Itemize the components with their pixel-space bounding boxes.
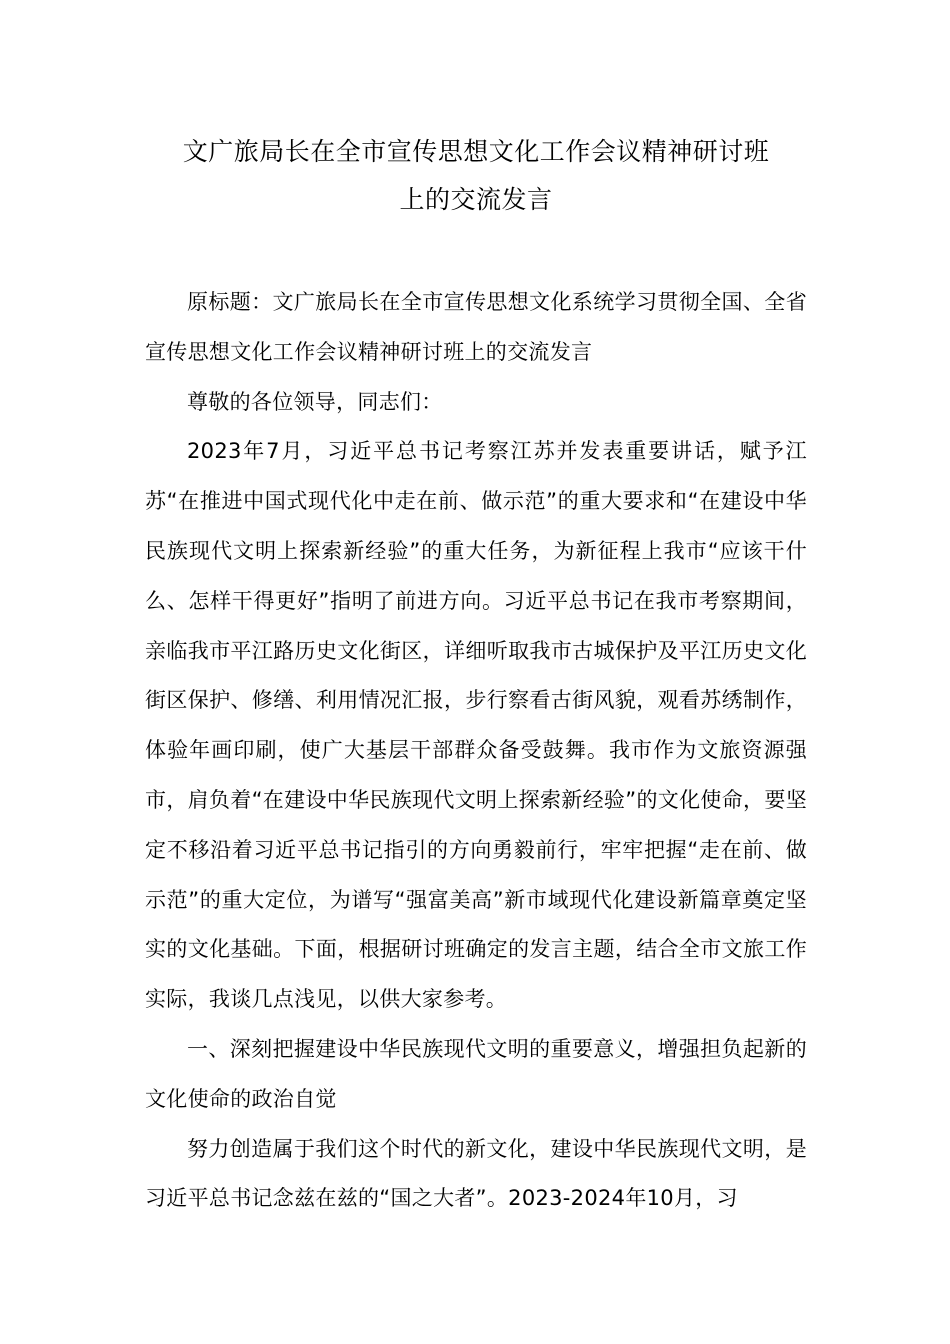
document-body — [145, 278, 807, 1224]
document-title — [145, 128, 807, 224]
salutation-paragraph: 尊敬的各位领导，同志们： — [187, 389, 443, 414]
title-line-1: 文广旅局长在全市宣传思想文化工作会议精神研讨班 — [182, 137, 770, 166]
section-heading-1: 一、深刻把握建设中华民族现代文明的重要意义，增强担负起新的文化使命的政治自觉 — [145, 1036, 807, 1111]
original-title-paragraph: 原标题：文广旅局长在全市宣传思想文化系统学习贯彻全国、全省宣传思想文化工作会议精神研讨班上的交流发言 — [145, 290, 807, 364]
body-paragraph: 努力创造属于我们这个时代的新文化，建设中华民族现代文明，是习近平总书记念兹在兹的“国之大者”。2023-2024年10月，习 — [145, 1136, 807, 1211]
intro-paragraph: 2023年7月，习近平总书记考察江苏并发表重要讲话，赋予江苏“在推进中国式现代化中走在前、做示范”的重大要求和“在建设中华民族现代文明上探索新经验”的重大任务，为新征程上我市“应该干什么、怎样干得更好”指明了前进方向。习近平总书记在我市考察期间，亲临我市平江路历史文化街区，详细听取我市古城保护及平江历史文化街区保护、修缮、利用情况汇报，步行察看古街风貌，观看苏绣制作，体验年画印刷，使广大基层干部群众备受鼓舞。我市作为文旅资源强市，肩负着“在建设中华民族现代文明上探索新经验”的文化使命，要坚定不移沿着习近平总书记指引的方向勇毅前行，牢牢把握“走在前、做示范”的重大定位，为谱写“强富美高”新市域现代化建设新篇章奠定坚实的文化基础。下面，根据研讨班确定的发言主题，结合全市文旅工作实际，我谈几点浅见，以供大家参考。 — [145, 439, 807, 1012]
title-line-2: 上的交流发言 — [399, 185, 553, 214]
